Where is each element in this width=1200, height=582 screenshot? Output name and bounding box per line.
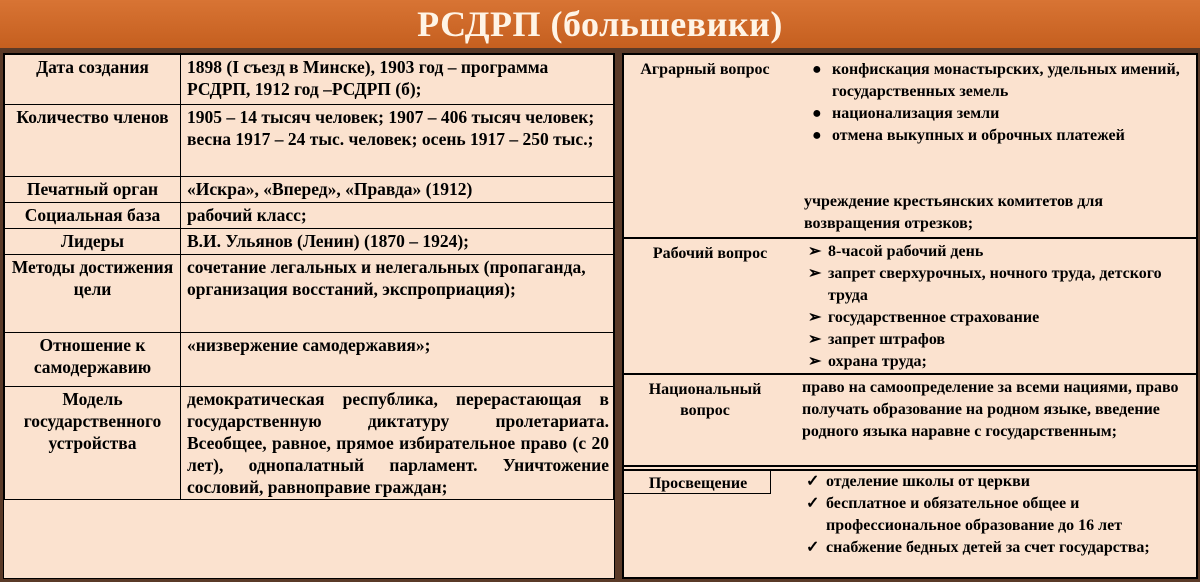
labor-content xyxy=(804,241,1194,373)
list-item: ➢ запрет сверхурочных, ночного труда, детского труда xyxy=(808,265,1162,304)
arrow-bullet-icon: ➢ xyxy=(808,265,822,282)
program-panel xyxy=(622,53,1198,579)
list-item: ✓ отделение школы от церкви xyxy=(802,471,1198,493)
bullet-dot-icon: ● xyxy=(812,105,822,122)
left-table xyxy=(4,54,614,500)
arrow-bullet-icon: ➢ xyxy=(808,331,822,348)
row-value: «низвержение самодержавия»; xyxy=(181,333,614,387)
row-value: В.И. Ульянов (Ленин) (1870 – 1924); xyxy=(181,229,614,255)
arrow-bullet-icon: ➢ xyxy=(808,243,822,260)
page-title: РСДРП (большевики) xyxy=(417,4,783,44)
education-section xyxy=(624,471,1196,579)
labor-label: Рабочий вопрос xyxy=(652,245,768,262)
table-row xyxy=(5,229,614,255)
row-label: Отношение к самодержавию xyxy=(5,333,181,387)
list-item: ● отмена выкупных и оброчных платежей xyxy=(808,125,1194,147)
title-bar xyxy=(0,0,1200,48)
list-item: ➢ государственное страхование xyxy=(804,307,1194,329)
row-value: 1898 (I съезд в Минске), 1903 год – программа РСДРП, 1912 год –РСДРП (б); xyxy=(181,55,614,105)
list-item: ➢ запрет штрафов xyxy=(804,329,1194,351)
list-item: ➢ 8-часой рабочий день xyxy=(804,241,1194,263)
row-label: Социальная база xyxy=(5,203,181,229)
divider xyxy=(624,465,1196,467)
row-label: Количество членов xyxy=(5,105,181,177)
table-row xyxy=(5,255,614,333)
table-row xyxy=(5,333,614,387)
row-label: Печатный орган xyxy=(5,177,181,203)
row-value: «Искра», «Вперед», «Правда» (1912) xyxy=(181,177,614,203)
check-icon: ✓ xyxy=(806,539,820,556)
list-item: ● национализация земли xyxy=(808,103,1194,125)
list-item: ✓ бесплатное и обязательное общее и профессиональное образование до 16 лет xyxy=(806,495,1123,534)
arrow-bullet-icon: ➢ xyxy=(808,309,822,326)
check-icon: ✓ xyxy=(806,473,820,490)
agrarian-label: Аграрный вопрос xyxy=(640,61,770,78)
list-item: ● конфискация монастырских, удельных имений, государственных земель xyxy=(812,61,1180,100)
row-value: демократическая республика, перерастающая в государственную диктатуру пролетариата. Всеобщее, равное, прямое избирательное право (с 20 лет), однопалатный парламент. Уничтожение сословий, равноправие граждан; xyxy=(181,387,614,500)
table-row xyxy=(5,177,614,203)
row-label: Модель государственного устройства xyxy=(5,387,181,500)
row-value: 1905 – 14 тысяч человек; 1907 – 406 тысяч человек; весна 1917 – 24 тыс. человек; осень 1917 – 250 тыс.; xyxy=(181,105,614,177)
national-label: Национальный вопрос xyxy=(648,381,762,419)
education-content xyxy=(802,471,1198,559)
agrarian-section xyxy=(624,55,1196,235)
agrarian-list xyxy=(808,59,1194,147)
table-row xyxy=(5,55,614,105)
agrarian-content xyxy=(808,59,1194,147)
bullet-dot-icon: ● xyxy=(812,61,822,78)
row-value: сочетание легальных и нелегальных (пропаганда, организация восстаний, экспроприация); xyxy=(181,255,614,333)
list-item: ✓ снабжение бедных детей за счет государства; xyxy=(802,537,1198,559)
table-row xyxy=(5,105,614,177)
arrow-bullet-icon: ➢ xyxy=(808,353,822,370)
education-label: Просвещение xyxy=(648,475,748,492)
row-value: рабочий класс; xyxy=(181,203,614,229)
table-row xyxy=(5,387,614,500)
list-item: ➢ охрана труда; xyxy=(804,351,1194,373)
labor-section xyxy=(624,239,1196,371)
education-list xyxy=(802,471,1198,559)
national-text: право на самоопределение за всеми нациями, право получать образование на родном языке, введение родного языка наравне с государственным; xyxy=(802,379,1179,440)
row-label: Дата создания xyxy=(5,55,181,105)
check-icon: ✓ xyxy=(806,495,820,512)
national-section xyxy=(624,375,1196,465)
labor-list xyxy=(804,241,1194,373)
bullet-dot-icon: ● xyxy=(812,127,822,144)
row-label: Методы достижения цели xyxy=(5,255,181,333)
agrarian-tail: учреждение крестьянских комитетов для возвращения отрезков; xyxy=(804,193,1104,232)
row-label: Лидеры xyxy=(5,229,181,255)
party-info-table xyxy=(3,53,615,579)
table-row xyxy=(5,203,614,229)
